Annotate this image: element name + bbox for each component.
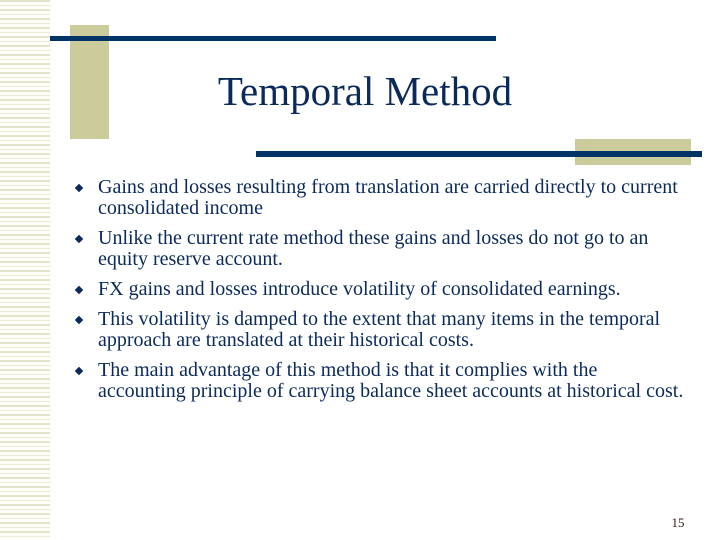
bullet-item (74, 360, 689, 402)
diamond-bullet-icon (75, 316, 83, 324)
decorative-bar-top (50, 36, 496, 41)
bullet-text: Unlike the current rate method these gains and losses do not go to an equity reserve account. (98, 227, 649, 270)
diamond-bullet-icon (75, 367, 83, 375)
slide-title: Temporal Method (217, 68, 513, 114)
page-number: 15 (671, 515, 685, 530)
bullet-text: FX gains and losses introduce volatility of consolidated earnings. (98, 278, 621, 300)
decorative-tan-block-left (70, 25, 109, 139)
diamond-bullet-icon (75, 235, 83, 243)
decorative-stripes (0, 0, 50, 540)
bullet-item (74, 309, 689, 351)
decorative-bar-bottom (256, 151, 702, 157)
bullet-item (74, 228, 689, 270)
bullet-item (74, 177, 689, 219)
bullet-item (74, 279, 689, 300)
bullet-text: Gains and losses resulting from translation are carried directly to current consolidated income (98, 176, 678, 219)
diamond-bullet-icon (75, 286, 83, 294)
bullet-list (74, 177, 689, 411)
bullet-text: The main advantage of this method is that it complies with the accounting principle of carrying balance sheet accounts at historical cost. (98, 359, 684, 402)
bullet-text: This volatility is damped to the extent that many items in the temporal approach are translated at their historical costs. (98, 308, 661, 351)
diamond-bullet-icon (75, 184, 83, 192)
